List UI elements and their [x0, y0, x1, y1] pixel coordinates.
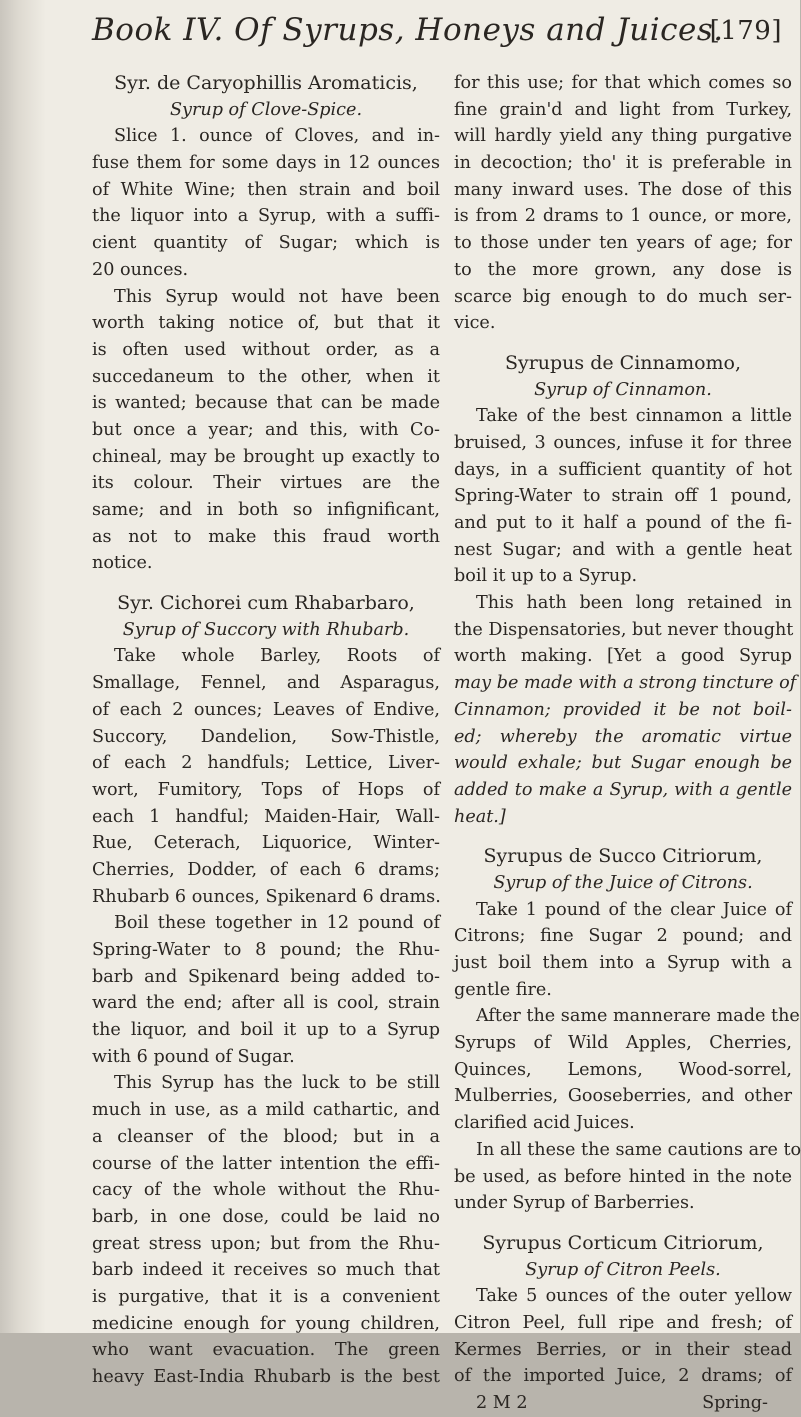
text-line: worth making. [Yet a good Syrup — [454, 646, 792, 667]
text-line: will hardly yield any thing purgative — [454, 126, 792, 147]
text-line: chineal, may be brought up exactly to — [92, 446, 440, 467]
text-line: Rue, Ceterach, Liquorice, Winter- — [92, 833, 440, 854]
text-line: scarce big enough to do much ser- — [454, 286, 792, 307]
text-line: gentle fire. — [454, 979, 552, 1000]
text-line: Spring-Water to 8 pound; the Rhu- — [92, 940, 440, 960]
text-line: After the same mannerare made the — [476, 1006, 800, 1027]
text-line: to the more grown, any dose is — [454, 259, 792, 280]
text-line: its colour. Their virtues are the — [92, 473, 440, 494]
text-line: This Syrup would not have been — [114, 286, 440, 307]
text-line: 20 ounces. — [92, 259, 189, 280]
text-line: Cinnamon; provided it be not boil- — [454, 699, 792, 720]
text-line: same; and in both so infignificant, — [92, 500, 440, 520]
text-line: bruised, 3 ounces, infuse it for three — [454, 432, 792, 453]
text-line: barb and Spikenard being added to- — [92, 966, 440, 987]
catchword: Spring- — [702, 1393, 768, 1413]
text-line: but once a year; and this, with Co- — [92, 419, 440, 440]
section-title: Syr. de Caryophillis Aromaticis, — [114, 72, 418, 94]
catchword-line — [454, 1390, 792, 1417]
text-line: for this use; for that which comes so — [454, 73, 792, 93]
text-line: This Syrup has the luck to be still — [114, 1073, 440, 1094]
text-line: days, in a sufficient quantity of hot — [454, 459, 792, 480]
text-line: Take of the best cinnamon a little — [476, 406, 792, 427]
text-line: succedaneum to the other, when it — [92, 366, 440, 387]
text-line: much in use, as a mild cathartic, and — [92, 1100, 440, 1121]
text-line: of each 2 handfuls; Lettice, Liver- — [92, 753, 440, 774]
text-line: barb indeed it receives so much that — [92, 1260, 440, 1281]
page-number: [179] — [709, 16, 782, 46]
text-line: Citrons; fine Sugar 2 pound; and — [454, 926, 792, 947]
text-line: barb, in one dose, could be laid no — [92, 1206, 440, 1227]
text-line: Take 1 pound of the clear Juice of — [476, 899, 792, 920]
text-line: each 1 handful; Maiden-Hair, Wall- — [92, 806, 440, 827]
text-line: Take 5 ounces of the outer yellow — [476, 1286, 792, 1307]
text-line: In all these the same cautions are to — [476, 1139, 801, 1160]
section-subtitle: Syrup of Clove-Spice. — [169, 99, 363, 120]
text-line: as not to make this fraud worth — [92, 526, 440, 547]
text-line: heat.] — [454, 806, 506, 827]
text-line: cacy of the whole without the Rhu- — [92, 1180, 440, 1201]
text-line: Syrups of Wild Apples, Cherries, — [454, 1033, 792, 1054]
running-header — [92, 10, 782, 58]
text-line: of White Wine; then strain and boil — [92, 179, 440, 200]
text-line: and put to it half a pound of the fi- — [454, 513, 792, 533]
text-line: Rhubarb 6 ounces, Spikenard 6 drams. — [92, 886, 441, 907]
text-line: to those under ten years of age; for — [454, 233, 792, 254]
text-line: in decoction; tho' it is preferable in — [454, 153, 792, 174]
text-line: of each 2 ounces; Leaves of Endive, — [92, 699, 440, 720]
text-line: wort, Fumitory, Tops of Hops of — [92, 779, 440, 800]
text-line: medicine enough for young children, — [92, 1313, 440, 1334]
text-line: be used, as before hinted in the note — [454, 1166, 792, 1187]
text-line: nest Sugar; and with a gentle heat — [454, 539, 792, 560]
section-subtitle: Syrup of Succory with Rhubarb. — [122, 619, 410, 640]
right-column — [454, 70, 801, 1413]
text-line: would exhale; but Sugar enough be — [454, 753, 792, 774]
section-subtitle: Syrup of Cinnamon. — [534, 379, 712, 400]
text-line: under Syrup of Barberries. — [454, 1193, 695, 1214]
text-line: Smallage, Fennel, and Asparagus, — [92, 673, 440, 694]
text-line: ed; whereby the aromatic virtue — [454, 726, 792, 747]
text-line: Succory, Dandelion, Sow-Thistle, — [92, 726, 440, 747]
text-line: worth taking notice of, but that it — [92, 313, 440, 334]
text-line: Take whole Barley, Roots of — [114, 646, 440, 667]
text-line: is wanted; because that can be made — [92, 393, 440, 414]
section-title: Syrupus de Cinnamomo, — [504, 351, 742, 374]
section-title: Syrupus Corticum Citriorum, — [482, 1231, 764, 1254]
text-line: many inward uses. The dose of this — [454, 179, 792, 200]
text-line: This hath been long retained in — [476, 593, 792, 614]
text-line: vice. — [454, 313, 496, 334]
text-line: is often used without order, as a — [92, 339, 440, 360]
text-line: Citron Peel, full ripe and fresh; of — [454, 1312, 792, 1333]
text-line: Quinces, Lemons, Wood-sorrel, — [454, 1059, 792, 1080]
text-line: boil it up to a Syrup. — [454, 566, 638, 587]
section-title: Syr. Cichorei cum Rhabarbaro, — [117, 592, 415, 615]
section-subtitle: Syrup of Citron Peels. — [525, 1259, 721, 1280]
text-line: with 6 pound of Sugar. — [92, 1046, 295, 1067]
text-line: the Dispensatories, but never thought — [454, 619, 794, 640]
text-line: fuse them for some days in 12 ounces — [92, 153, 440, 174]
text-line: who want evacuation. The green — [92, 1340, 440, 1361]
text-line: the liquor into a Syrup, with a suffi- — [92, 206, 440, 227]
text-line: notice. — [92, 553, 153, 574]
text-line: may be made with a strong tincture of — [454, 673, 797, 694]
text-line: great stress upon; but from the Rhu- — [92, 1233, 440, 1254]
text-line: Kermes Berries, or in their stead — [454, 1339, 792, 1360]
text-line: heavy East-India Rhubarb is the best — [92, 1367, 440, 1387]
text-line: is from 2 drams to 1 ounce, or more, — [454, 206, 792, 227]
signature-mark: 2 M 2 — [476, 1393, 528, 1413]
text-line: of the imported Juice, 2 drams; of — [454, 1366, 792, 1387]
text-line: Cherries, Dodder, of each 6 drams; — [92, 859, 440, 880]
text-line: clarified acid Juices. — [454, 1113, 635, 1134]
text-line: a cleanser of the blood; but in a — [92, 1126, 440, 1147]
text-line: Slice 1. ounce of Cloves, and in- — [114, 126, 440, 147]
text-line: is purgative, that it is a convenient — [92, 1286, 440, 1307]
text-line: fine grain'd and light from Turkey, — [454, 99, 792, 120]
text-line: just boil them into a Syrup with a — [454, 953, 792, 973]
section-title: Syrupus de Succo Citriorum, — [483, 845, 763, 868]
text-line: cient quantity of Sugar; which is — [92, 233, 440, 254]
section-subtitle: Syrup of the Juice of Citrons. — [493, 872, 753, 893]
left-column — [92, 70, 441, 1387]
text-line: ward the end; after all is cool, strain — [92, 993, 440, 1014]
text-line: Boil these together in 12 pound of — [114, 913, 440, 934]
binding-gutter — [0, 0, 46, 1333]
text-line: Mulberries, Gooseberries, and other — [454, 1086, 792, 1107]
text-line: Spring-Water to strain off 1 pound, — [454, 486, 792, 507]
text-line: the liquor, and boil it up to a Syrup — [92, 1020, 440, 1041]
text-line: added to make a Syrup, with a gentle — [454, 779, 792, 800]
text-line: course of the latter intention the effi- — [92, 1153, 440, 1174]
running-title: Book IV. Of Syrups, Honeys and Juices. — [92, 12, 724, 48]
